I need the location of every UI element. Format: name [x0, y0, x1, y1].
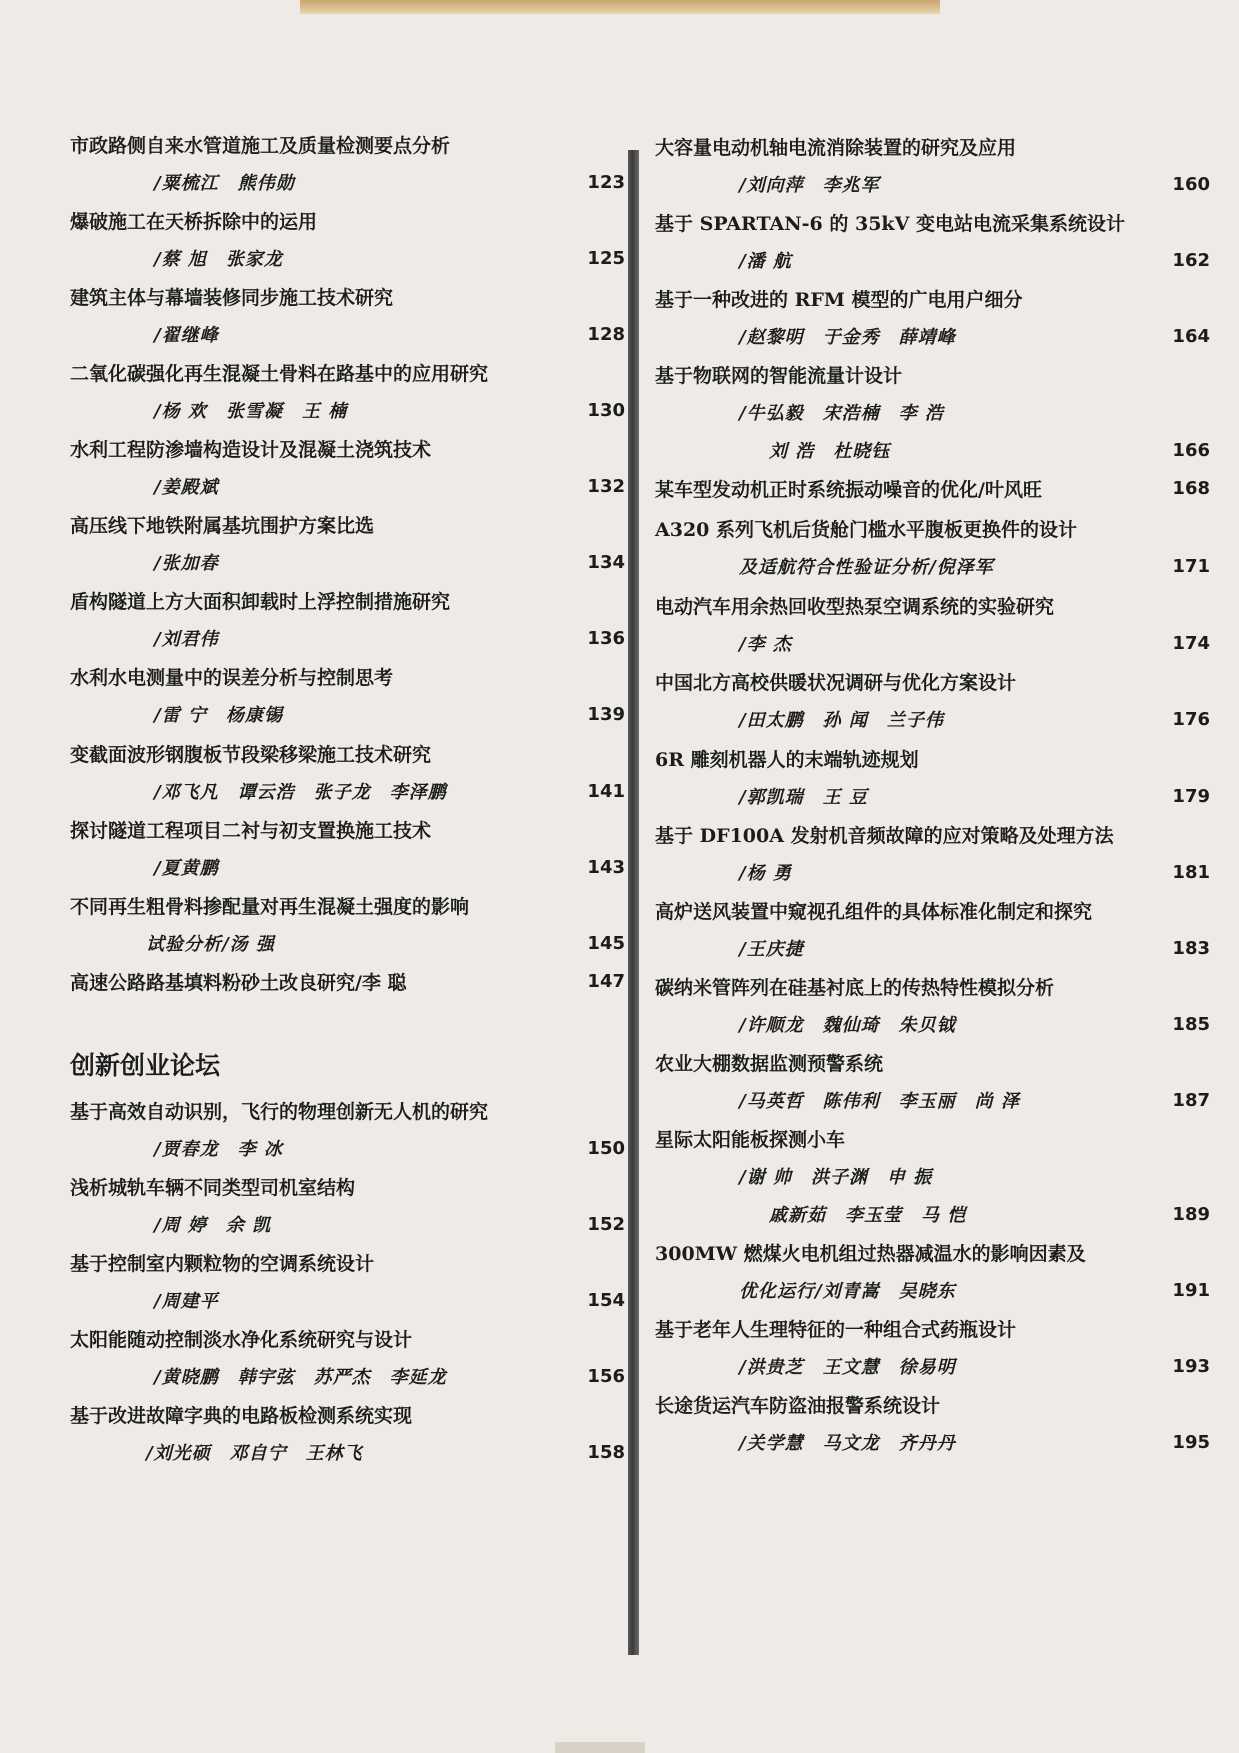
- toc-entry-title: 基于控制室内颗粒物的空调系统设计: [70, 1252, 375, 1275]
- column-divider: [628, 150, 639, 1655]
- toc-entry-title: 基于高效自动识别，飞行的物理创新无人机的研究: [70, 1100, 489, 1123]
- toc-entry-title: 碳纳米管阵列在硅基衬底上的传热特性模拟分析: [655, 976, 1055, 999]
- toc-page-number: 143: [587, 856, 625, 878]
- toc-page-number: 176: [1172, 708, 1210, 730]
- toc-entry-title: 变截面波形钢腹板节段梁移梁施工技术研究: [70, 743, 432, 766]
- toc-entry-authors: /周建平 154: [154, 1289, 625, 1312]
- toc-entry-title: 大容量电动机轴电流消除装置的研究及应用: [655, 136, 1017, 159]
- toc-entry-authors: 戚新茹 李玉莹 马 恺 189: [769, 1203, 1210, 1226]
- toc-entry-title: 高炉送风装置中窥视孔组件的具体标准化制定和探究: [655, 900, 1093, 923]
- toc-entry-authors: /翟继峰 128: [154, 323, 625, 346]
- toc-entry-title: 星际太阳能板探测小车: [655, 1128, 846, 1151]
- toc-page-number: 158: [587, 1441, 625, 1463]
- toc-entry-authors: 优化运行/刘青嵩 吴晓东 191: [739, 1279, 1210, 1302]
- toc-entry-title: 建筑主体与幕墙装修同步施工技术研究: [70, 286, 394, 309]
- toc-entry-title: 基于物联网的智能流量计设计: [655, 364, 903, 387]
- toc-page-number: 181: [1172, 861, 1210, 883]
- toc-entry-authors: /刘向萍 李兆军 160: [739, 173, 1210, 196]
- toc-entry-authors: /黄晓鹏 韩宇弦 苏严杰 李延龙 156: [154, 1365, 625, 1388]
- page-top-band: [300, 0, 940, 14]
- toc-entry-title: 基于改进故障字典的电路板检测系统实现: [70, 1404, 413, 1427]
- toc-entry-title: 农业大棚数据监测预警系统: [655, 1052, 884, 1075]
- toc-page-number: 187: [1172, 1089, 1210, 1111]
- toc-entry-authors: /刘君伟 136: [154, 627, 625, 650]
- toc-page-number: 189: [1172, 1203, 1210, 1225]
- toc-page-number: 191: [1172, 1279, 1210, 1301]
- toc-entry-authors: /郭凯瑞 王 豆 179: [739, 785, 1210, 808]
- bottom-tab: [555, 1742, 645, 1753]
- toc-page-number: 141: [587, 780, 625, 802]
- toc-entry-authors: /蔡 旭 张家龙 125: [154, 247, 625, 270]
- toc-entry-authors: /夏黄鹏 143: [154, 856, 625, 879]
- toc-entry-title: 市政路侧自来水管道施工及质量检测要点分析: [70, 134, 451, 157]
- toc-page-number: 130: [587, 399, 625, 421]
- toc-page-number: 183: [1172, 937, 1210, 959]
- toc-page-number: 150: [587, 1137, 625, 1159]
- toc-page-number: 134: [587, 551, 625, 573]
- toc-page-number: 193: [1172, 1355, 1210, 1377]
- toc-entry-title: 太阳能随动控制淡水净化系统研究与设计: [70, 1328, 413, 1351]
- toc-page-number: 152: [587, 1213, 625, 1235]
- toc-page-number: 125: [587, 247, 625, 269]
- toc-entry-authors: /牛弘毅 宋浩楠 李 浩: [739, 403, 944, 424]
- toc-entry-title: 高压线下地铁附属基坑围护方案比选: [70, 514, 375, 537]
- toc-page-number: 185: [1172, 1013, 1210, 1035]
- toc-entry-title: 基于 SPARTAN-6 的 35kV 变电站电流采集系统设计: [655, 212, 1125, 235]
- toc-entry-title: 探讨隧道工程项目二衬与初支置换施工技术: [70, 819, 432, 842]
- toc-entry-authors: /赵黎明 于金秀 薛靖峰 164: [739, 325, 1210, 348]
- toc-entry-title: 基于 DF100A 发射机音频故障的应对策略及处理方法: [655, 824, 1114, 847]
- toc-page-number: 156: [587, 1365, 625, 1387]
- toc-entry-authors: /许顺龙 魏仙琦 朱贝钺 185: [739, 1013, 1210, 1036]
- toc-entry-title: 二氧化碳强化再生混凝土骨料在路基中的应用研究: [70, 362, 489, 385]
- toc-entry-authors: /姜殿斌 132: [154, 475, 625, 498]
- toc-entry-authors: 及适航符合性验证分析/倪泽军 171: [739, 555, 1210, 578]
- toc-page-number: 179: [1172, 785, 1210, 807]
- toc-entry-title: 高速公路路基填料粉砂土改良研究/李 聪 147: [70, 970, 625, 994]
- toc-page-number: 147: [587, 970, 625, 992]
- toc-page-number: 136: [587, 627, 625, 649]
- toc-page-number: 174: [1172, 632, 1210, 654]
- toc-entry-title: 水利工程防渗墙构造设计及混凝土浇筑技术: [70, 438, 432, 461]
- toc-entry-title: 基于一种改进的 RFM 模型的广电用户细分: [655, 288, 1023, 311]
- toc-entry-title: 爆破施工在天桥拆除中的运用: [70, 210, 318, 233]
- toc-page-number: 128: [587, 323, 625, 345]
- toc-entry-authors: /潘 航 162: [739, 249, 1210, 272]
- toc-entry-authors: /雷 宁 杨康锡 139: [154, 703, 625, 726]
- toc-page-number: 145: [587, 932, 625, 954]
- toc-page-number: 168: [1172, 477, 1210, 499]
- toc-entry-authors: /王庆捷 183: [739, 937, 1210, 960]
- toc-entry-authors: /谢 帅 洪子渊 申 振: [739, 1167, 933, 1188]
- toc-page-number: 139: [587, 703, 625, 725]
- toc-entry-title: 不同再生粗骨料掺配量对再生混凝土强度的影响: [70, 895, 470, 918]
- toc-page-number: 160: [1172, 173, 1210, 195]
- toc-entry-authors: /贾春龙 李 冰 150: [154, 1137, 625, 1160]
- toc-entry-title: 中国北方高校供暖状况调研与优化方案设计: [655, 671, 1017, 694]
- toc-entry-title: A320 系列飞机后货舱门槛水平腹板更换件的设计: [655, 518, 1078, 541]
- section-heading: 创新创业论坛: [70, 1051, 221, 1080]
- toc-entry-title: 300MW 燃煤火电机组过热器减温水的影响因素及: [655, 1242, 1086, 1265]
- toc-entry-authors: /杨 勇 181: [739, 861, 1210, 884]
- toc-entry-authors: /马英哲 陈伟利 李玉丽 尚 泽 187: [739, 1089, 1210, 1112]
- toc-page-number: 132: [587, 475, 625, 497]
- toc-entry-authors: /邓飞凡 谭云浩 张子龙 李泽鹏 141: [154, 780, 625, 803]
- toc-entry-authors: /粟梳江 熊伟勋 123: [154, 171, 625, 194]
- toc-page-number: 123: [587, 171, 625, 193]
- toc-page-number: 162: [1172, 249, 1210, 271]
- toc-entry-title: 盾构隧道上方大面积卸载时上浮控制措施研究: [70, 590, 451, 613]
- toc-page-number: 164: [1172, 325, 1210, 347]
- toc-entry-title: 电动汽车用余热回收型热泵空调系统的实验研究: [655, 595, 1055, 618]
- toc-entry-authors: /关学慧 马文龙 齐丹丹 195: [739, 1431, 1210, 1454]
- toc-entry-title: 长途货运汽车防盗油报警系统设计: [655, 1394, 941, 1417]
- toc-entry-authors: 试验分析/汤 强 145: [146, 932, 625, 955]
- toc-entry-authors: 刘 浩 杜晓钰 166: [769, 439, 1210, 462]
- toc-entry-title: 水利水电测量中的误差分析与控制思考: [70, 666, 394, 689]
- toc-entry-authors: /张加春 134: [154, 551, 625, 574]
- toc-page-number: 171: [1172, 555, 1210, 577]
- toc-entry-authors: /李 杰 174: [739, 632, 1210, 655]
- toc-entry-authors: /田太鹏 孙 闻 兰子伟 176: [739, 708, 1210, 731]
- toc-entry-title: 某车型发动机正时系统振动噪音的优化/叶风旺 168: [655, 477, 1210, 501]
- toc-entry-title: 6R 雕刻机器人的末端轨迹规划: [655, 748, 919, 771]
- toc-entry-authors: /周 婷 余 凯 152: [154, 1213, 625, 1236]
- toc-entry-authors: /杨 欢 张雪凝 王 楠 130: [154, 399, 625, 422]
- toc-entry-authors: /洪贵芝 王文慧 徐易明 193: [739, 1355, 1210, 1378]
- toc-entry-authors: /刘光硕 邓自宁 王林飞 158: [146, 1441, 625, 1464]
- toc-page-number: 195: [1172, 1431, 1210, 1453]
- toc-entry-title: 浅析城轨车辆不同类型司机室结构: [70, 1176, 356, 1199]
- toc-page-number: 166: [1172, 439, 1210, 461]
- toc-entry-title: 基于老年人生理特征的一种组合式药瓶设计: [655, 1318, 1017, 1341]
- toc-page-number: 154: [587, 1289, 625, 1311]
